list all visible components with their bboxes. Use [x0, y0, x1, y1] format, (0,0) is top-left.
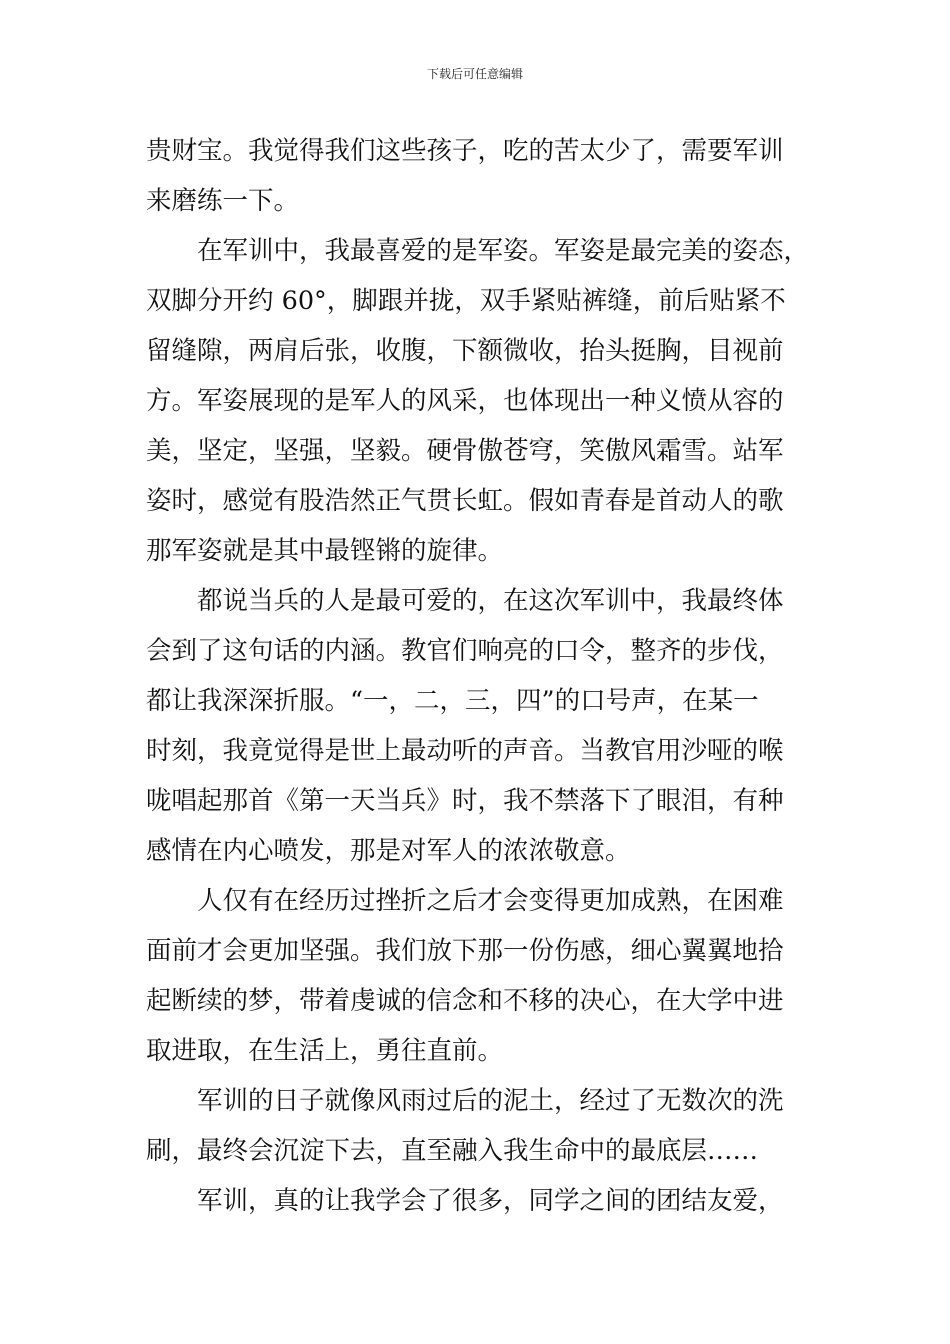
text-line: 面前才会更加坚强。我们放下那一份伤感，细心翼翼地拾 — [146, 936, 784, 966]
text-line: 都让我深深折服。“一，二，三，四”的口号声，在某一 — [146, 686, 759, 716]
text-line: 方。军姿展现的是军人的风采，也体现出一种义愤从容的 — [146, 386, 784, 416]
text-line: 那军姿就是其中最铿锵的旋律。 — [146, 536, 504, 566]
text-line: 咙唱起那首《第一天当兵》时，我不禁落下了眼泪，有种 — [146, 786, 784, 816]
text-line: 军训的日子就像风雨过后的泥土，经过了无数次的洗 — [197, 1086, 784, 1116]
text-line: 起断续的梦，带着虔诚的信念和不移的决心，在大学中进 — [146, 986, 784, 1016]
text-line: 在军训中，我最喜爱的是军姿。军姿是最完美的姿态， — [197, 236, 810, 266]
text-line: 美，坚定，坚强，坚毅。硬骨傲苍穹，笑傲风霜雪。站军 — [146, 436, 784, 466]
document-body — [146, 126, 826, 1226]
text-line: 贵财宝。我觉得我们这些孩子，吃的苦太少了，需要军训 — [146, 136, 784, 166]
text-line: 刷，最终会沉淀下去，直至融入我生命中的最底层…… — [146, 1136, 759, 1166]
text-line: 双脚分开约 60°，脚跟并拢，双手紧贴裤缝，前后贴紧不 — [146, 286, 786, 316]
text-line: 都说当兵的人是最可爱的，在这次军训中，我最终体 — [197, 586, 784, 616]
text-line: 感情在内心喷发，那是对军人的浓浓敬意。 — [146, 836, 631, 866]
text-line: 来磨练一下。 — [146, 186, 300, 216]
text-line: 时刻，我竟觉得是世上最动听的声音。当教官用沙哑的喉 — [146, 736, 784, 766]
text-line: 取进取，在生活上，勇往直前。 — [146, 1036, 504, 1066]
text-line: 会到了这句话的内涵。教官们响亮的口令，整齐的步伐， — [146, 636, 784, 666]
page-header: 下载后可任意编辑 — [426, 67, 523, 81]
text-line: 人仅有在经历过挫折之后才会变得更加成熟，在困难 — [197, 886, 784, 916]
text-line: 军训，真的让我学会了很多，同学之间的团结友爱， — [197, 1186, 784, 1216]
text-line: 姿时，感觉有股浩然正气贯长虹。假如青春是首动人的歌 — [146, 486, 784, 516]
text-line: 留缝隙，两肩后张，收腹，下额微收，抬头挺胸，目视前 — [146, 336, 784, 366]
